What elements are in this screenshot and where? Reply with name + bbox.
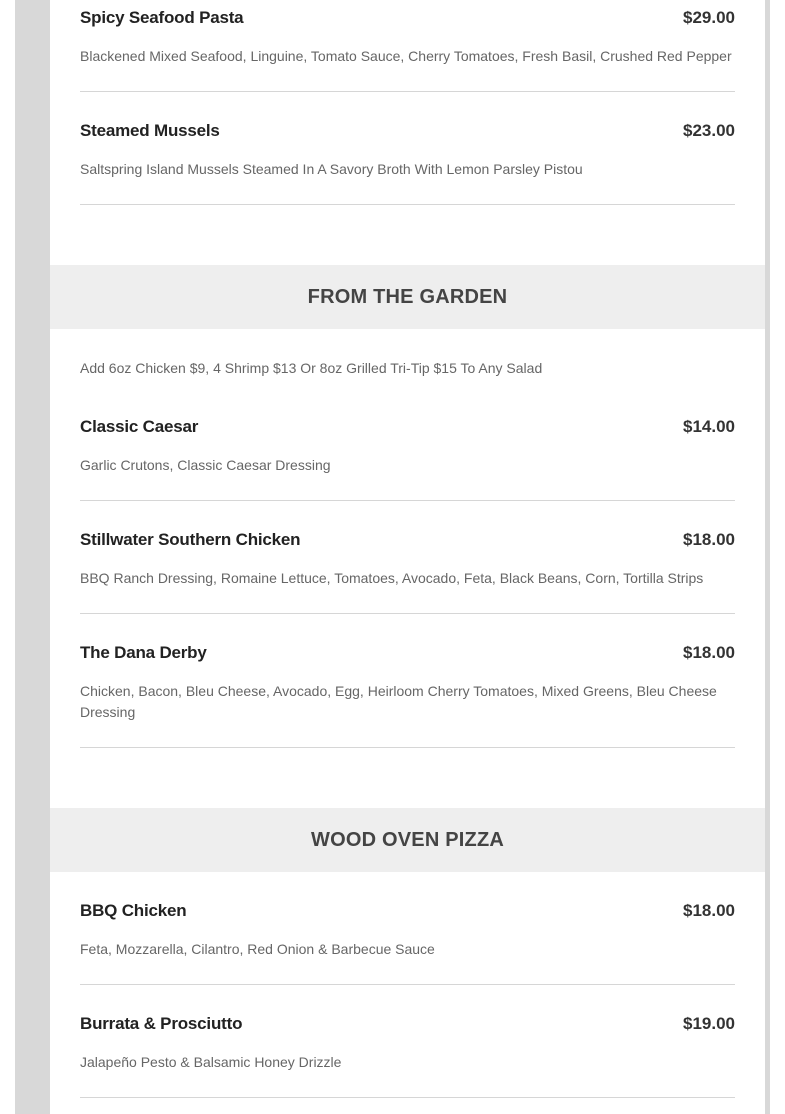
item-description: Feta, Mozzarella, Cilantro, Red Onion & Barbecue Sauce (80, 941, 435, 957)
salad-addon-note: Add 6oz Chicken $9, 4 Shrimp $13 Or 8oz Grilled Tri-Tip $15 To Any Salad (80, 360, 543, 376)
page-frame (15, 0, 770, 1114)
item-divider (80, 747, 735, 748)
menu-item (80, 643, 735, 723)
section-header-pizza (50, 808, 765, 872)
menu-item (80, 901, 735, 960)
item-divider (80, 204, 735, 205)
item-price: $18.00 (683, 901, 735, 920)
item-description: Jalapeño Pesto & Balsamic Honey Drizzle (80, 1054, 342, 1070)
item-price: $23.00 (683, 121, 735, 140)
menu-item (80, 8, 735, 67)
item-divider (80, 500, 735, 501)
item-divider (80, 1097, 735, 1098)
menu-item (80, 121, 735, 180)
item-description: BBQ Ranch Dressing, Romaine Lettuce, Tomatoes, Avocado, Feta, Black Beans, Corn, Tortilla Strips (80, 570, 704, 586)
item-name: BBQ Chicken (80, 901, 187, 920)
menu-item (80, 530, 735, 589)
item-divider (80, 613, 735, 614)
section-title: WOOD OVEN PIZZA (311, 828, 504, 851)
item-name: Classic Caesar (80, 417, 199, 436)
item-name: Steamed Mussels (80, 121, 220, 140)
item-price: $14.00 (683, 417, 735, 436)
item-name: Spicy Seafood Pasta (80, 8, 244, 27)
menu-card (50, 0, 765, 1114)
item-price: $18.00 (683, 530, 735, 549)
item-price: $18.00 (683, 643, 735, 662)
item-description: Garlic Crutons, Classic Caesar Dressing (80, 457, 331, 473)
item-divider (80, 984, 735, 985)
item-name: Stillwater Southern Chicken (80, 530, 301, 549)
item-description: Chicken, Bacon, Bleu Cheese, Avocado, Egg, Heirloom Cherry Tomatoes, Mixed Greens, Bleu Cheese Dressing (80, 683, 717, 720)
item-name: Burrata & Prosciutto (80, 1014, 243, 1033)
menu-item (80, 1014, 735, 1073)
item-name: The Dana Derby (80, 643, 207, 662)
section-title: FROM THE GARDEN (307, 285, 508, 308)
item-price: $29.00 (683, 8, 735, 27)
item-description: Blackened Mixed Seafood, Linguine, Tomato Sauce, Cherry Tomatoes, Fresh Basil, Crushed Red Pepper (80, 48, 732, 64)
item-description: Saltspring Island Mussels Steamed In A Savory Broth With Lemon Parsley Pistou (80, 161, 583, 177)
section-header-garden (50, 265, 765, 329)
item-divider (80, 91, 735, 92)
item-price: $19.00 (683, 1014, 735, 1033)
menu-item (80, 417, 735, 476)
